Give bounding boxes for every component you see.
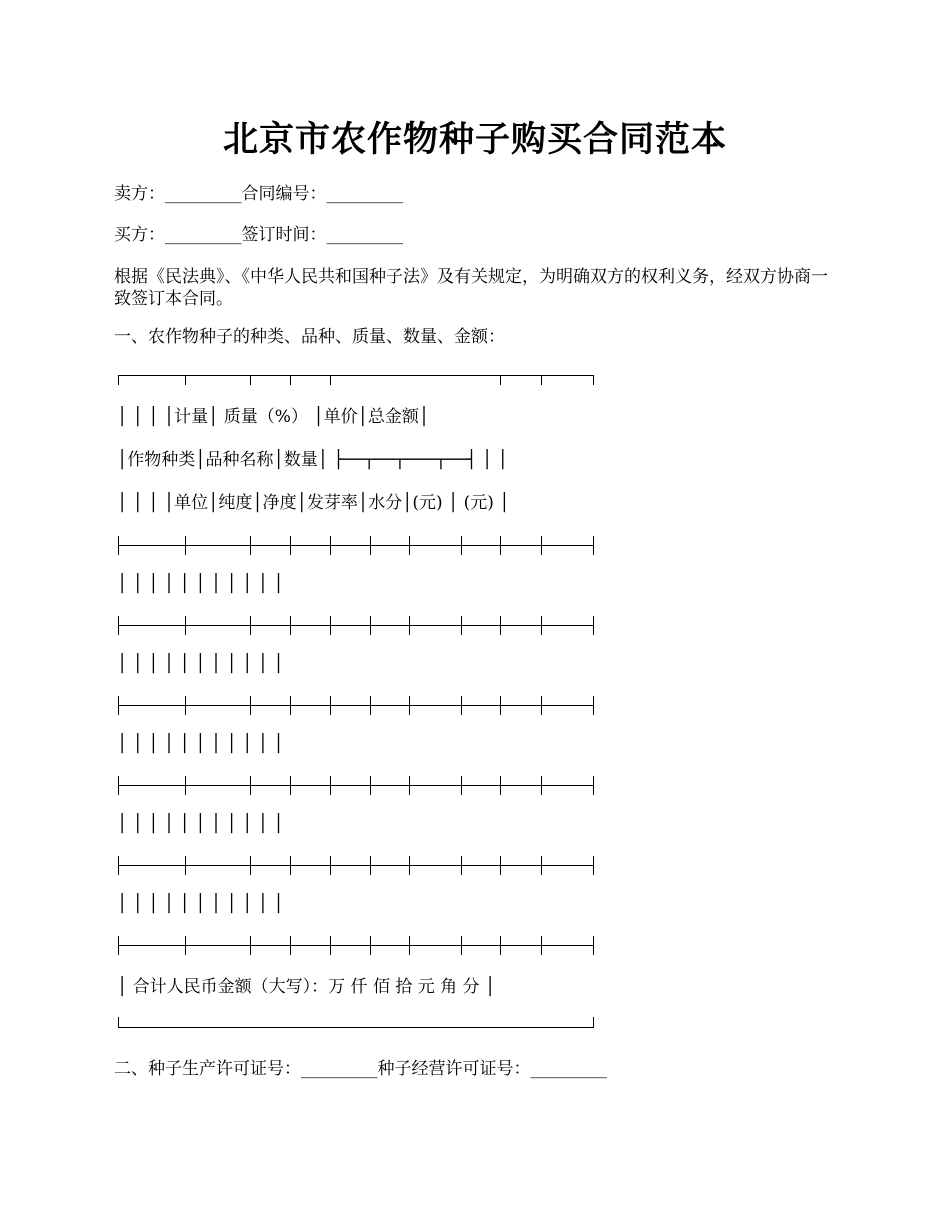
- tick: [290, 375, 291, 385]
- tick: [593, 1017, 594, 1028]
- section-2-line: 二、种子生产许可证号：_________种子经营许可证号：_________: [114, 1059, 607, 1079]
- tick: [593, 696, 594, 715]
- tick: [461, 936, 462, 955]
- table-separator: [118, 545, 594, 546]
- table-separator: [118, 865, 594, 866]
- tick: [500, 776, 501, 795]
- tick: [541, 856, 542, 875]
- tick: [290, 536, 291, 555]
- intro-paragraph: 根据《民法典》、《中华人民共和国种子法》及有关规定，为明确双方的权利义务，经双方协商一致签订本合同。: [114, 267, 828, 309]
- tick: [461, 776, 462, 795]
- tick: [593, 936, 594, 955]
- table-row: │ │ │ │ │ │ │ │ │ │ │: [117, 814, 284, 834]
- tick: [330, 616, 331, 635]
- tick: [370, 616, 371, 635]
- tick: [500, 616, 501, 635]
- tick: [409, 776, 410, 795]
- tick: [593, 616, 594, 635]
- tick: [500, 936, 501, 955]
- tick: [118, 616, 119, 635]
- tick: [593, 375, 594, 385]
- table-header-row-2: │作物种类│品种名称│数量│ ├──┬──┬───┬──┤ │ │: [117, 450, 508, 470]
- table-row: │ │ │ │ │ │ │ │ │ │ │: [117, 734, 284, 754]
- tick: [541, 616, 542, 635]
- tick: [500, 375, 501, 385]
- tick: [461, 856, 462, 875]
- tick: [330, 856, 331, 875]
- tick: [250, 536, 251, 555]
- tick: [290, 696, 291, 715]
- tick: [409, 856, 410, 875]
- tick: [500, 856, 501, 875]
- table-header-row-3: │ │ │ │单位│纯度│净度│发芽率│水分│(元) │ (元) │: [117, 493, 510, 513]
- tick: [593, 776, 594, 795]
- table-separator: [118, 625, 594, 626]
- tick: [593, 856, 594, 875]
- tick: [370, 536, 371, 555]
- tick: [118, 776, 119, 795]
- seller-line: 卖方：_________合同编号：_________: [114, 184, 403, 204]
- document-title: 北京市农作物种子购买合同范本: [222, 119, 727, 160]
- tick: [500, 536, 501, 555]
- tick: [185, 536, 186, 555]
- tick: [541, 936, 542, 955]
- tick: [330, 375, 331, 385]
- tick: [461, 696, 462, 715]
- table-header-row-1: │ │ │ │计量│ 质量（%） │单价│总金额│: [117, 407, 430, 427]
- tick: [409, 696, 410, 715]
- tick: [250, 936, 251, 955]
- tick: [118, 536, 119, 555]
- tick: [330, 696, 331, 715]
- tick: [541, 776, 542, 795]
- tick: [290, 856, 291, 875]
- tick: [541, 536, 542, 555]
- tick: [290, 936, 291, 955]
- table-row: │ │ │ │ │ │ │ │ │ │ │: [117, 894, 284, 914]
- tick: [461, 536, 462, 555]
- tick: [409, 616, 410, 635]
- table-separator: [118, 705, 594, 706]
- tick: [290, 616, 291, 635]
- tick: [461, 616, 462, 635]
- tick: [185, 776, 186, 795]
- buyer-line: 买方：_________签订时间：_________: [114, 225, 403, 245]
- tick: [330, 936, 331, 955]
- tick: [250, 776, 251, 795]
- tick: [370, 856, 371, 875]
- tick: [370, 936, 371, 955]
- section-1-heading: 一、农作物种子的种类、品种、质量、数量、金额：: [114, 327, 505, 347]
- tick: [330, 536, 331, 555]
- table-row: │ │ │ │ │ │ │ │ │ │ │: [117, 654, 284, 674]
- tick: [185, 936, 186, 955]
- tick: [118, 696, 119, 715]
- table-total-row: │ 合计人民币金额（大写）：万 仟 佰 拾 元 角 分 │: [117, 977, 496, 997]
- tick: [409, 936, 410, 955]
- tick: [118, 375, 119, 385]
- tick: [185, 616, 186, 635]
- tick: [185, 856, 186, 875]
- tick: [541, 375, 542, 385]
- tick: [500, 696, 501, 715]
- table-separator: [118, 945, 594, 946]
- tick: [250, 616, 251, 635]
- tick: [250, 375, 251, 385]
- tick: [541, 696, 542, 715]
- tick: [250, 856, 251, 875]
- table-bottom-border: [118, 1027, 594, 1028]
- tick: [118, 936, 119, 955]
- tick: [185, 375, 186, 385]
- tick: [593, 536, 594, 555]
- tick: [370, 776, 371, 795]
- tick: [409, 536, 410, 555]
- tick: [250, 696, 251, 715]
- tick: [185, 696, 186, 715]
- table-row: │ │ │ │ │ │ │ │ │ │ │: [117, 574, 284, 594]
- tick: [290, 776, 291, 795]
- tick: [118, 1017, 119, 1028]
- table-top-border: [118, 375, 594, 376]
- tick: [118, 856, 119, 875]
- table-separator: [118, 785, 594, 786]
- tick: [330, 776, 331, 795]
- tick: [370, 696, 371, 715]
